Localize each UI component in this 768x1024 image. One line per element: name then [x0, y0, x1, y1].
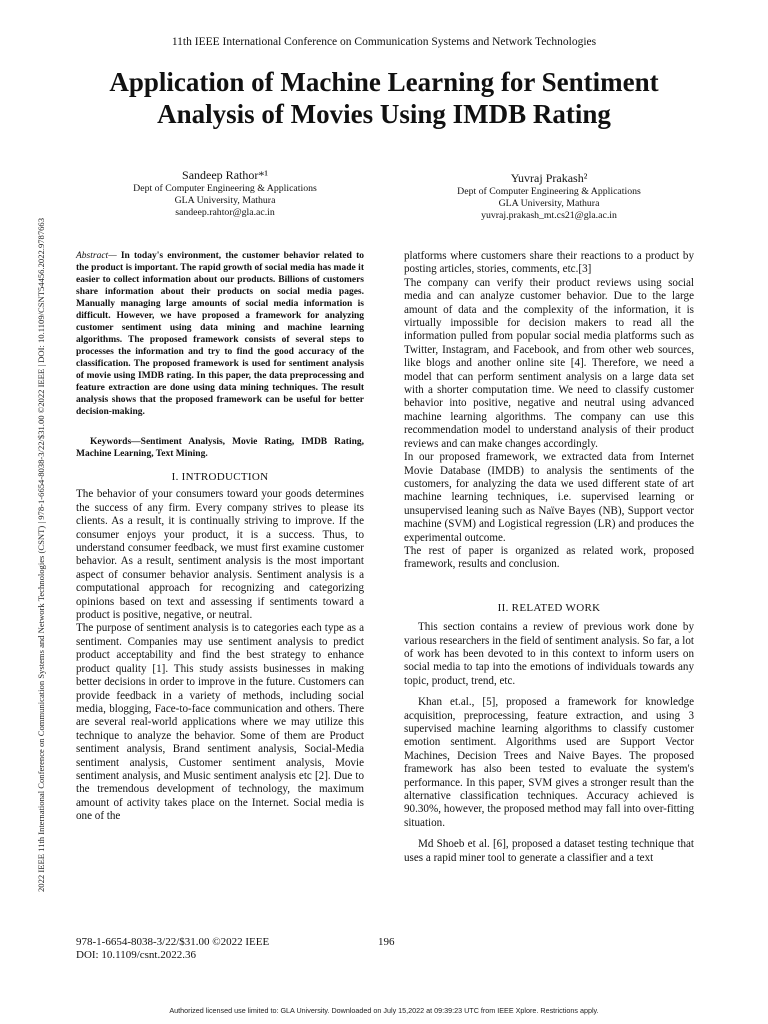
footer-doi: DOI: 10.1109/csnt.2022.36	[76, 949, 196, 961]
page-number: 196	[378, 936, 395, 948]
paragraph: This section contains a review of previous work done by various researchers in the field of sentiment analysis. So far, a lot of work has been devoted to in this context to inform users on social media to tap into the emotions of individuals towards any topic, product, trend, etc.	[404, 621, 694, 687]
abstract	[76, 250, 364, 418]
left-column	[76, 250, 364, 824]
author-name: Sandeep Rathor*¹	[182, 168, 268, 182]
paragraph: The rest of paper is organized as related work, proposed framework, results and conclusion.	[404, 544, 694, 571]
keywords: Keywords—Sentiment Analysis, Movie Rating, IMDB Rating, Machine Learning, Text Mining.	[76, 437, 364, 459]
section-heading-related-work: II. RELATED WORK	[497, 601, 601, 614]
author-block-2	[424, 170, 674, 222]
author-email: yuvraj.prakash_mt.cs21@gla.ac.in	[481, 210, 617, 221]
author-affiliation: GLA University, Mathura	[498, 198, 600, 209]
author-name: Yuvraj Prakash²	[510, 171, 588, 185]
section-heading-introduction: I. INTRODUCTION	[171, 471, 269, 483]
author-dept: Dept of Computer Engineering & Applications	[133, 183, 317, 194]
paragraph: platforms where customers share their reactions to a product by posting articles, stories, comments, etc.[3]	[404, 250, 694, 276]
footer-copyright	[76, 936, 269, 962]
footer-isbn: 978-1-6654-8038-3/22/$31.00 ©2022 IEEE	[76, 936, 270, 948]
paper-title: Application of Machine Learning for Sentiment Analysis of Movies Using IMDB Rating	[109, 67, 659, 129]
paragraph: Md Shoeb et al. [6], proposed a dataset testing technique that uses a rapid miner tool to generate a classifier and a text	[404, 838, 694, 864]
paragraph: The purpose of sentiment analysis is to categories each type as a sentiment. Companies may use sentiment analysis to predict product acceptability and find the best strategy to enhance product quality [1]. This study assists businesses in making better decisions in order to improve in the future. Customers can provide feedback in a variety of methods, including social media, blogging, Face-to-face communication and others. There are several real-world applications where we may utilize this technique to analyze the behavior. Some of them are Product sentiment analysis, Brand sentiment analysis, Social-Media sentiment analysis, Customer sentiment analysis, Movie sentiment analysis, and Music sentiment analysis etc [2]. Due to the tremendous development of technology, the maximum amount of activity takes place on the Internet. Social media is one of the	[76, 622, 364, 823]
author-affiliation: GLA University, Mathura	[174, 195, 276, 206]
author-dept: Dept of Computer Engineering & Applications	[457, 186, 641, 197]
paragraph: The company can verify their product reviews using social media and can analyze customer behavior. Due to the large amount of data and the complexity of the information, it is virtually impossible for decision makers to read all the information pulled from popular social media platforms such as Twitter, Instagram, and Facebook, and from other web sources, like blogs and another online site [4]. Therefore, we need a model that can perform sentiment analysis on a large data set with a shorter computation time. We need to classify customer behavior into positive, negative and neutral using advanced machine learning algorithms. The company can use this recommendation model to understand analysis of their product reviews and can make changes accordingly.	[404, 276, 694, 450]
author-block-1	[100, 167, 350, 219]
paragraph: The behavior of your consumers toward your goods determines the success of any firm. Every company strives to please its clients. As a result, it is continually striving to improve. If the consumer enjoys your product, it is a success. Thus, to understand consumer feedback, we must first examine customer behavior. As a result, sentiment analysis is the most important aspect of consumer behavior analysis. Sentiment analysis is a computational approach for recognizing and categorizing opinions based on text and assessing if sentiments toward a product is positive, negative, or neutral.	[76, 488, 364, 622]
abstract-text: In today's environment, the customer behavior related to the product is important. The rapid growth of social media has made it easier to collect information about our products. Billions of customers share information about their products on social media pages. Manually managing large amounts of social media information is difficult. However, we have proposed a framework for analyzing customer sentiment using data mining and machine learning algorithms. The proposed framework consists of several steps to processes the information and try to find the good accuracy of the classification. The proposed framework is used for sentiment analysis of movie using IMDB rating. In this paper, the data preprocessing and feature extraction are done using data mining techniques. The result analysis shows that the proposed framework can be useful for better decision-making.	[76, 251, 364, 417]
abstract-lead: Abstract—	[76, 251, 117, 261]
conference-header: 11th IEEE International Conference on Communication Systems and Network Technologies	[171, 36, 597, 48]
license-notice: Authorized licensed use limited to: GLA University. Downloaded on July 15,2022 at 09:39:23 UTC from IEEE Xplore. Restrictions apply.	[169, 1006, 599, 1015]
right-column	[404, 250, 694, 865]
paragraph: Khan et.al., [5], proposed a framework for knowledge acquisition, preprocessing, feature extraction, and using 3 supervised machine learning algorithms to classify customer emotion sentiment. Algorithms used are Support Vector Machines, Decision Trees and Naive Bayes. The proposed framework has also been tested to evaluate the system's performance. In this paper, SVM gives a stronger result than the alternative classification techniques. Accuracy achieved is 90.30%, however, the proposed method may fall into over-fitting situation.	[404, 696, 694, 829]
sidebar-citation: 2022 IEEE 11th International Conference on Communication Systems and Network Technologies (CSNT) | 978-1-6654-8038-3/22/$31.00 ©2022 IEEE | DOI: 10.1109/CSNT54456.2022.9787663	[36, 217, 46, 892]
paragraph: In our proposed framework, we extracted data from Internet Movie Database (IMDB) to analysis the sentiments of the customers, for analyzing the data we used different state of art machine learning techniques, i.e. supervised learning or unsupervised leaning such as Naïve Bayes (NB), Support vector machine (SVM) and Logistical regression (LR) and produces the experimental outcome.	[404, 451, 694, 544]
author-email: sandeep.rahtor@gla.ac.in	[175, 207, 275, 218]
